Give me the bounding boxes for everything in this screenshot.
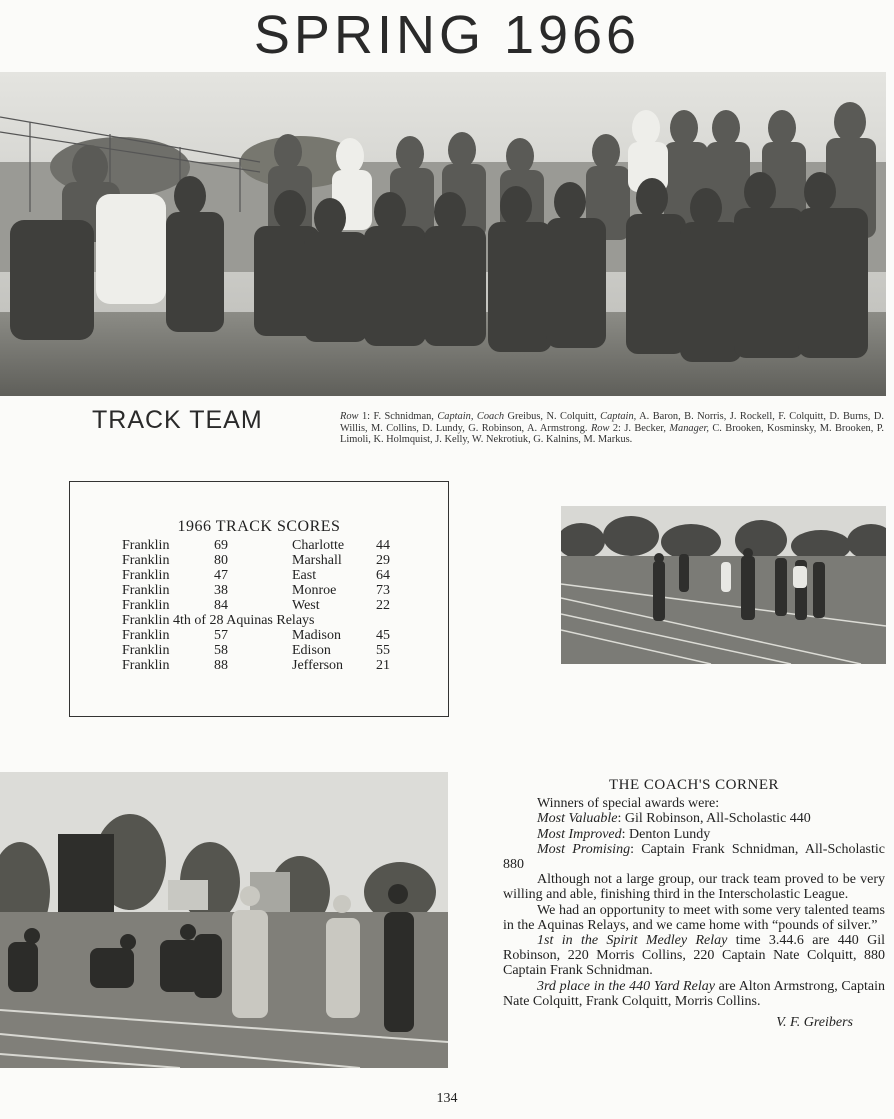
page-number: 134 <box>436 1091 458 1106</box>
relay-label: 3rd place in the 440 Yard Relay <box>537 978 715 994</box>
score-team: Franklin <box>122 628 170 643</box>
score-value: 47 <box>214 568 228 583</box>
roster-row2-num: 2: <box>612 422 621 434</box>
roster-row2-a: J. Becker, <box>624 422 666 434</box>
team-roster <box>340 411 884 446</box>
relay-result-text: Franklin 4th of 28 Aquinas Relays <box>122 613 315 628</box>
coachs-corner <box>503 778 885 1030</box>
score-opponent: West <box>292 598 320 613</box>
team-photo <box>0 72 886 396</box>
track-action-photo <box>561 506 886 664</box>
score-team: Franklin <box>122 658 170 673</box>
score-value: 38 <box>214 583 228 598</box>
score-row <box>122 628 412 643</box>
score-opp-value: 21 <box>376 658 390 673</box>
roster-row1-captain: Captain, <box>600 411 637 422</box>
award-text: : Gil Robinson, All-Scholastic 440 <box>617 811 811 827</box>
score-opponent: Edison <box>292 643 331 658</box>
score-team: Franklin <box>122 568 170 583</box>
score-team: Franklin <box>122 643 170 658</box>
score-row <box>122 583 412 598</box>
award-most-improved <box>503 827 885 842</box>
score-opponent: Jefferson <box>292 658 344 673</box>
score-row <box>122 643 412 658</box>
score-value: 80 <box>214 553 228 568</box>
team-heading: TRACK TEAM <box>92 406 263 434</box>
score-value: 57 <box>214 628 228 643</box>
awards-intro: Winners of special awards were: <box>537 796 720 812</box>
score-opp-value: 22 <box>376 598 390 613</box>
relay-text: are Alton Armstrong, Captain Nate Colquitt, Frank Colquitt, Morris Collins. <box>503 978 885 1009</box>
roster-row1-num: 1: <box>361 411 371 422</box>
roster-row1-c: A. Baron, B. Norris, J. Rockell, F. Colquitt, D. Burns, D. Willis, M. Collins, D. Lundy, G. Robinson, A. Armstrong. <box>340 411 884 434</box>
score-opponent: Marshall <box>292 553 342 568</box>
relay-text: time 3.44.6 are 440 Gil Robinson, 220 Morris Collins, 220 Captain Nate Colquitt, 880 Captain Frank Schnidman. <box>503 933 885 979</box>
roster-row1-captain-coach: Captain, Coach <box>437 411 505 422</box>
sprint-start-photo <box>0 772 448 1068</box>
score-team: Franklin <box>122 553 170 568</box>
coach-paragraph: Although not a large group, our track team proved to be very willing and able, finishing third in the Interscholastic League. <box>503 872 885 903</box>
relay-result-row <box>122 613 412 628</box>
score-value: 88 <box>214 658 228 673</box>
score-opp-value: 44 <box>376 538 390 553</box>
roster-row2-label: Row <box>590 422 610 434</box>
score-opp-value: 73 <box>376 583 390 598</box>
score-team: Franklin <box>122 583 170 598</box>
coach-signature: V. F. Greibers <box>776 1015 853 1031</box>
score-row <box>122 538 412 553</box>
score-team: Franklin <box>122 598 170 613</box>
award-most-valuable <box>503 811 885 826</box>
roster-row1-label: Row <box>340 411 359 422</box>
score-opp-value: 64 <box>376 568 390 583</box>
award-text: : Denton Lundy <box>621 826 711 842</box>
page-title: SPRING 1966 <box>253 5 641 65</box>
scores-title: 1966 TRACK SCORES <box>177 518 341 535</box>
coachs-corner-title: THE COACH'S CORNER <box>608 777 780 793</box>
score-value: 84 <box>214 598 228 613</box>
award-label: Most Promising <box>537 841 631 857</box>
award-most-promising <box>503 842 885 872</box>
award-label: Most Valuable <box>537 811 618 827</box>
score-opponent: Madison <box>292 628 341 643</box>
score-opponent: East <box>292 568 317 583</box>
relay-result-2 <box>503 979 885 1009</box>
award-label: Most Improved <box>537 826 622 842</box>
score-team: Franklin <box>122 538 170 553</box>
score-opponent: Monroe <box>292 583 337 598</box>
score-value: 58 <box>214 643 228 658</box>
coach-paragraph: We had an opportunity to meet with some very talented teams in the Aquinas Relays, and we came home with “pounds of silver.” <box>503 902 885 933</box>
award-text: : Captain Frank Schnidman, All-Scholastic 880 <box>503 841 885 873</box>
relay-result-1 <box>503 933 885 979</box>
score-value: 69 <box>214 538 228 553</box>
score-row <box>122 568 412 583</box>
score-row <box>122 658 412 673</box>
roster-row1-a: F. Schnidman, <box>373 411 434 422</box>
score-opp-value: 55 <box>376 643 390 658</box>
roster-row1-b: Greibus, N. Colquitt, <box>507 411 597 422</box>
score-row <box>122 553 412 568</box>
relay-label: 1st in the Spirit Medley Relay <box>537 933 728 949</box>
score-opponent: Charlotte <box>292 538 345 553</box>
score-row <box>122 598 412 613</box>
track-scores-box <box>69 481 449 717</box>
score-opp-value: 29 <box>376 553 390 568</box>
score-opp-value: 45 <box>376 628 390 643</box>
scores-table <box>122 538 412 673</box>
roster-row2-manager: Manager, <box>669 422 709 434</box>
roster-row2-b: C. Brooken, Kosminsky, M. Brooken, P. Limoli, K. Holmquist, J. Kelly, W. Nekrotiuk, G. Kalnins, M. Markus. <box>340 422 884 446</box>
